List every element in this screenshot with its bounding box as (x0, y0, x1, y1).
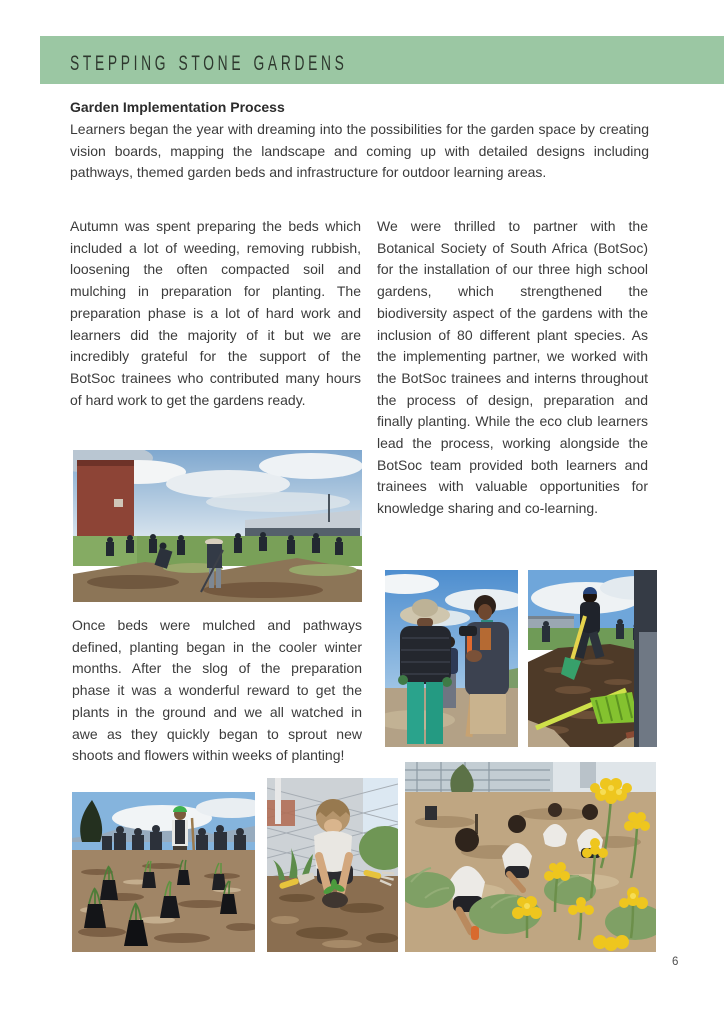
right-column-paragraph: We were thrilled to partner with the Botanical Society of South Africa (BotSoc) for the installation of our three high school gardens, which strengthened the biodiversity aspect of the gardens with the inclusion of 80 different plant species. As the implementing partner, we worked with the BotSoc trainees and interns throughout the process of design, preparation and finally planting. While the eco club learners lead the process, working alongside the BotSoc team provided both learners and trainees with valuable opportunities for knowledge sharing and co-learning. (377, 218, 648, 517)
photo-digging-bed (528, 570, 657, 747)
mulched-beds-illustration (72, 792, 255, 952)
stake-hammering-illustration (385, 570, 518, 747)
section-heading: Garden Implementation Process (70, 99, 285, 115)
photo-child-planting (267, 778, 398, 952)
intro-paragraph: Learners began the year with dreaming into the possibilities for the garden space by creating vision boards, mapping the landscape and coming up with detailed designs including pathways, themed garden beds and infrastructure for outdoor learning areas. (70, 121, 649, 181)
photo-stake-hammering (385, 570, 518, 747)
page-header-band (40, 36, 724, 84)
digging-bed-illustration (528, 570, 657, 747)
left-column-paragraph-2: Once beds were mulched and pathways defined, planting began in the cooler winter months. After the slog of the preparation phase it was a wonderful reward to get the plants in the ground and we all watched in awe as they quickly began to sprout new shoots and flowers within weeks of planting! (72, 617, 362, 764)
photo-field-preparation (73, 450, 362, 602)
left-column-paragraph-1: Autumn was spent preparing the beds which included a lot of weeding, removing rubbish, loosening the often compacted soil and mulching in preparation for planting. The preparation phase is a lot of hard work and learners did the majority of it but we are incredibly grateful for the support of the BotSoc trainees who contributed many hours of hard work to get the gardens ready. (70, 218, 361, 408)
child-planting-illustration (267, 778, 398, 952)
photo-planting-with-flowers (405, 762, 656, 952)
planting-with-flowers-illustration (405, 762, 656, 952)
page-title: stepping stone gardens (70, 41, 348, 77)
page-number: 6 (672, 956, 679, 968)
field-preparation-illustration (73, 450, 362, 602)
photo-mulched-beds (72, 792, 255, 952)
